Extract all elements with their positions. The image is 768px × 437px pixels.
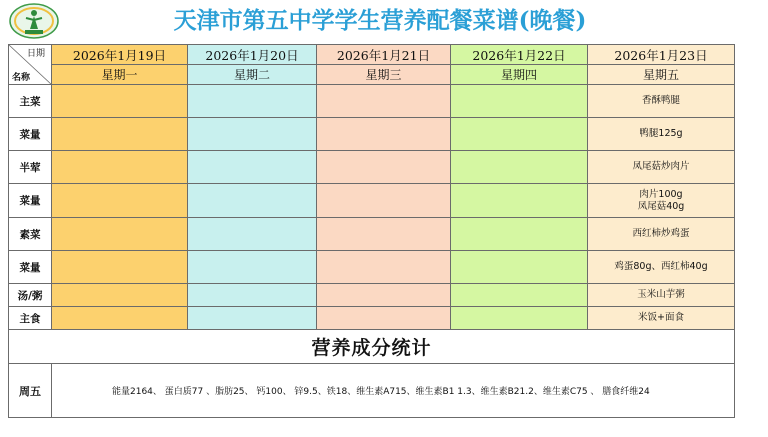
- cell-monday: [52, 184, 188, 218]
- table-row: [9, 118, 735, 151]
- cell-thursday: [451, 251, 588, 284]
- date-monday: 2026年1月19日: [52, 45, 188, 65]
- cell-monday: [52, 85, 188, 118]
- cell-tuesday: [188, 218, 317, 251]
- table-corner-cell: [9, 45, 52, 85]
- cell-thursday: [451, 307, 588, 330]
- row-label: 素菜: [9, 218, 52, 251]
- date-tuesday: 2026年1月20日: [188, 45, 317, 65]
- cell-wednesday: [317, 307, 451, 330]
- cell-tuesday: [188, 284, 317, 307]
- cell-tuesday: [188, 184, 317, 218]
- cell-monday: [52, 218, 188, 251]
- cell-friday: 西红柿炒鸡蛋: [588, 218, 735, 251]
- cell-tuesday: [188, 85, 317, 118]
- cell-tuesday: [188, 307, 317, 330]
- table-row: [9, 184, 735, 218]
- weekday-wednesday: 星期三: [317, 65, 451, 85]
- cell-friday: 米饭+面食: [588, 307, 735, 330]
- cell-thursday: [451, 218, 588, 251]
- cell-thursday: [451, 118, 588, 151]
- cell-tuesday: [188, 151, 317, 184]
- nutrition-row: [9, 364, 735, 418]
- cell-friday: 鸭腿125g: [588, 118, 735, 151]
- row-label: 菜量: [9, 118, 52, 151]
- cell-tuesday: [188, 118, 317, 151]
- row-label: 半荤: [9, 151, 52, 184]
- cell-monday: [52, 118, 188, 151]
- cell-thursday: [451, 184, 588, 218]
- cell-wednesday: [317, 151, 451, 184]
- row-label: 主食: [9, 307, 52, 330]
- corner-name-label: 名称: [12, 73, 31, 83]
- nutrition-title: 营养成分统计: [9, 330, 735, 364]
- school-logo: [8, 2, 60, 40]
- nutrition-text: 能量2164、 蛋白质77 、脂肪25、 钙100、 锌9.5、铁18、维生素A715、维生素B1 1.3、维生素B21.2、维生素C75 、 膳食纤维24: [52, 364, 735, 418]
- corner-date-label: 日期: [26, 49, 45, 59]
- table-row: [9, 85, 735, 118]
- cell-thursday: [451, 85, 588, 118]
- cell-thursday: [451, 284, 588, 307]
- cell-friday: 肉片100g 凤尾菇40g: [588, 184, 735, 218]
- cell-thursday: [451, 151, 588, 184]
- table-row: [9, 218, 735, 251]
- weekday-thursday: 星期四: [451, 65, 588, 85]
- cell-friday: 鸡蛋80g、西红柿40g: [588, 251, 735, 284]
- cell-friday: 玉米山芋粥: [588, 284, 735, 307]
- table-row: [9, 251, 735, 284]
- cell-tuesday: [188, 251, 317, 284]
- row-label: 菜量: [9, 251, 52, 284]
- menu-table: [8, 44, 735, 418]
- cell-monday: [52, 151, 188, 184]
- date-wednesday: 2026年1月21日: [317, 45, 451, 65]
- table-row: [9, 307, 735, 330]
- date-friday: 2026年1月23日: [588, 45, 735, 65]
- cell-friday: 凤尾菇炒肉片: [588, 151, 735, 184]
- cell-friday: 香酥鸭腿: [588, 85, 735, 118]
- cell-wednesday: [317, 251, 451, 284]
- cell-wednesday: [317, 218, 451, 251]
- table-row: [9, 151, 735, 184]
- date-thursday: 2026年1月22日: [451, 45, 588, 65]
- weekday-monday: 星期一: [52, 65, 188, 85]
- cell-monday: [52, 307, 188, 330]
- row-label: 汤/粥: [9, 284, 52, 307]
- table-row: [9, 284, 735, 307]
- cell-wednesday: [317, 118, 451, 151]
- row-label: 主菜: [9, 85, 52, 118]
- cell-monday: [52, 251, 188, 284]
- cell-monday: [52, 284, 188, 307]
- cell-wednesday: [317, 284, 451, 307]
- cell-wednesday: [317, 184, 451, 218]
- weekday-friday: 星期五: [588, 65, 735, 85]
- weekday-tuesday: 星期二: [188, 65, 317, 85]
- row-label: 菜量: [9, 184, 52, 218]
- cell-wednesday: [317, 85, 451, 118]
- page-title: 天津市第五中学学生营养配餐菜谱(晚餐): [173, 7, 587, 34]
- nutrition-day-label: 周五: [9, 364, 52, 418]
